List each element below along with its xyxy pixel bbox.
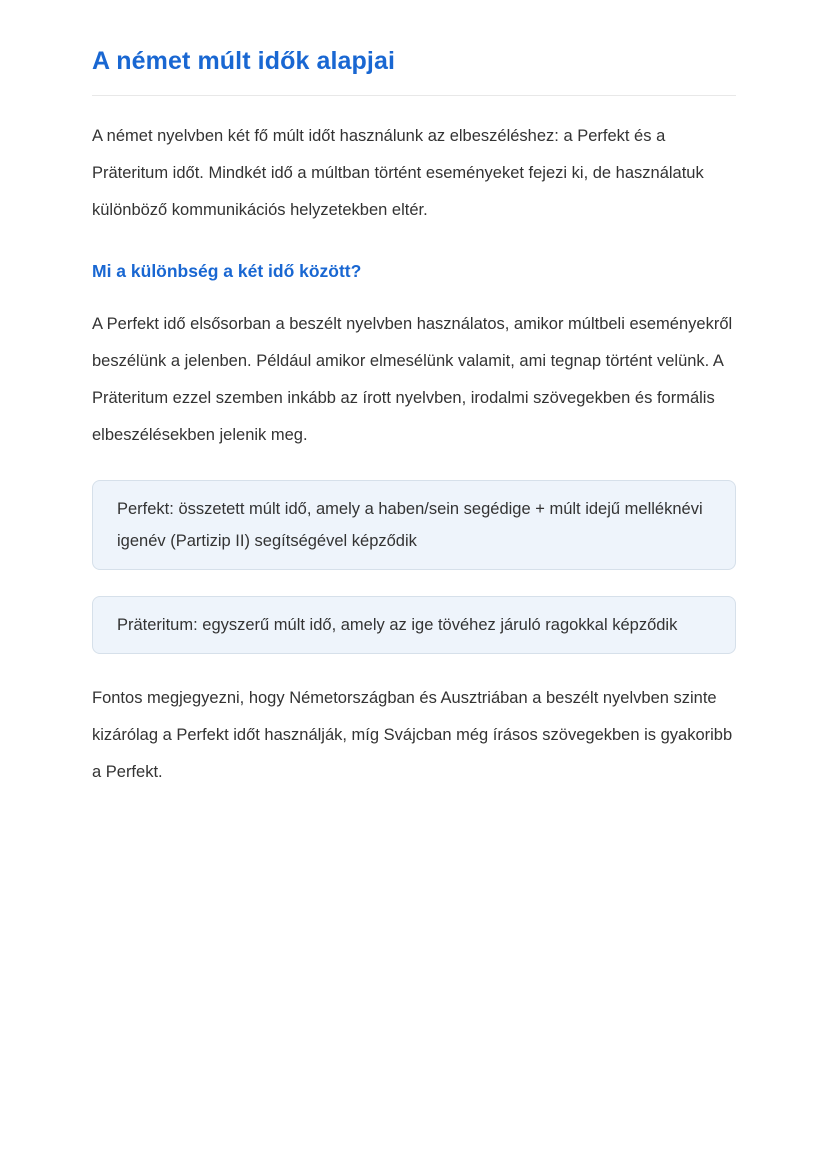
section-body-paragraph: A Perfekt idő elsősorban a beszélt nyelvben használatos, amikor múltbeli eseményekről beszélünk a jelenben. Például amikor elmesélünk valamit, ami tegnap történt velünk. A Präteritum ezzel szemben inkább az írott nyelvben, irodalmi szövegekben és formális elbeszélésekben jelenik meg. [92, 314, 733, 444]
intro-paragraph: A német nyelvben két fő múlt időt használunk az elbeszéléshez: a Perfekt és a Präteritum időt. Mindkét idő a múltban történt eseményeket fejezi ki, de használatuk különböző kommunikációs helyzetekben eltér. [92, 127, 704, 220]
callout-praeteritum-text: Präteritum: egyszerű múlt idő, amely az ige tövéhez járuló ragokkal képződik [117, 615, 678, 634]
callout-perfekt-text: Perfekt: összetett múlt idő, amely a haben/sein segédige + múlt idejű melléknévi igenév (Partizip II) segítségével képződik [117, 499, 703, 550]
callout-praeteritum [92, 596, 736, 654]
title-divider [92, 95, 736, 96]
closing-note-paragraph: Fontos megjegyezni, hogy Németországban és Ausztriában a beszélt nyelvben szinte kizárólag a Perfekt időt használják, míg Svájcban még írásos szövegekben is gyakoribb a Perfekt. [92, 688, 733, 781]
page-title: A német múlt idők alapjai [92, 47, 396, 75]
section-heading: Mi a különbség a két idő között? [92, 261, 362, 282]
callout-perfekt [92, 480, 736, 570]
